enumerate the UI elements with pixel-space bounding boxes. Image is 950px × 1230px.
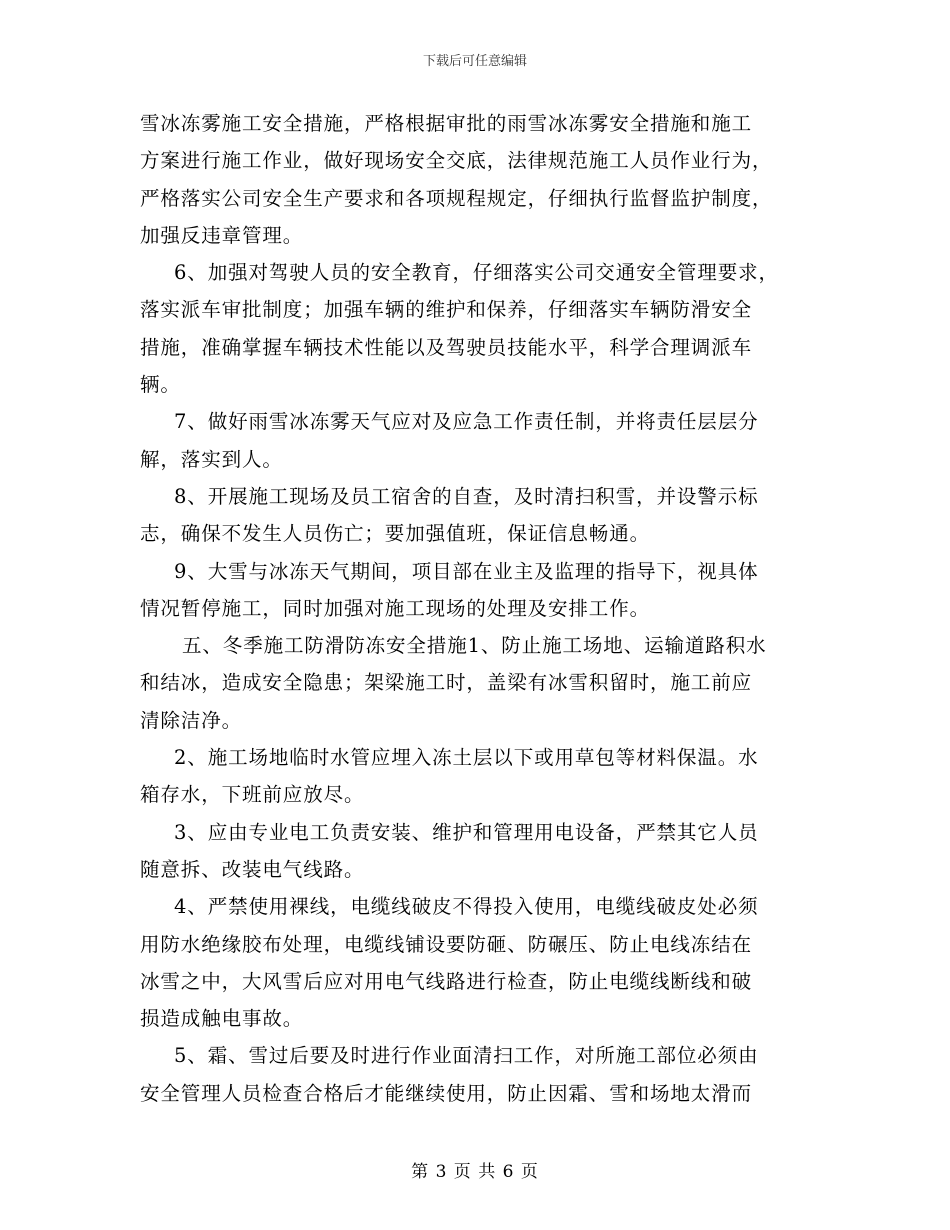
text-line: 安全管理人员检查合格后才能继续使用，防止因霜、雪和场地太滑而 — [140, 1081, 753, 1105]
text-line: 清除洁净。 — [140, 708, 243, 732]
text-line: 2、施工场地临时水管应埋入冻土层以下或用草包等材料保温。水 — [174, 746, 759, 770]
text-line: 5、霜、雪过后要及时进行作业面清扫工作，对所施工部位必须由 — [174, 1044, 759, 1068]
text-line: 方案进行施工作业，做好现场安全交底，法律规范施工人员作业行为， — [140, 149, 773, 173]
text-line: 情况暂停施工，同时加强对施工现场的处理及安排工作。 — [140, 596, 651, 620]
text-line: 用防水绝缘胶布处理，电缆线铺设要防砸、防碾压、防止电线冻结在 — [140, 932, 753, 956]
text-line: 加强反违章管理。 — [140, 223, 304, 247]
text-line: 6、加强对驾驶人员的安全教育，仔细落实公司交通安全管理要求， — [174, 261, 779, 285]
text-line: 严格落实公司安全生产要求和各项规程规定，仔细执行监督监护制度， — [140, 186, 773, 210]
text-line: 和结冰，造成安全隐患；架梁施工时，盖梁有冰雪积留时，施工前应 — [140, 671, 753, 695]
text-line: 辆。 — [140, 373, 181, 397]
text-line: 冰雪之中，大风雪后应对用电气线路进行检查，防止电缆线断线和破 — [140, 969, 753, 993]
text-line: 五、冬季施工防滑防冻安全措施1、防止施工场地、运输道路积水 — [182, 634, 767, 658]
text-line: 措施，准确掌握车辆技术性能以及驾驶员技能水平，科学合理调派车 — [140, 335, 753, 359]
text-line: 3、应由专业电工负责安装、维护和管理用电设备，严禁其它人员 — [174, 820, 759, 844]
text-line: 雪冰冻雾施工安全措施，严格根据审批的雨雪冰冻雾安全措施和施工 — [140, 112, 753, 135]
text-line: 4、严禁使用裸线，电缆线破皮不得投入使用，电缆线破皮处必须 — [174, 895, 759, 919]
text-line: 7、做好雨雪冰冻雾天气应对及应急工作责任制，并将责任层层分 — [174, 410, 759, 434]
page-header: 下载后可任意编辑 — [422, 54, 527, 69]
text-line: 解，落实到人。 — [140, 447, 283, 471]
text-line: 随意拆、改装电气线路。 — [140, 857, 365, 881]
text-line: 志，确保不发生人员伤亡；要加强值班，保证信息畅通。 — [140, 522, 651, 546]
body-text — [140, 105, 825, 1112]
text-line: 损造成触电事故。 — [140, 1007, 304, 1031]
page-footer: 第 3 页 共 6 页 — [411, 1162, 539, 1182]
text-line: 落实派车审批制度；加强车辆的维护和保养，仔细落实车辆防滑安全 — [140, 298, 753, 322]
text-line: 9、大雪与冰冻天气期间，项目部在业主及监理的指导下，视具体 — [174, 559, 759, 583]
text-line: 箱存水，下班前应放尽。 — [140, 783, 365, 807]
text-line: 8、开展施工现场及员工宿舍的自查，及时清扫积雪，并设警示标 — [174, 484, 759, 508]
